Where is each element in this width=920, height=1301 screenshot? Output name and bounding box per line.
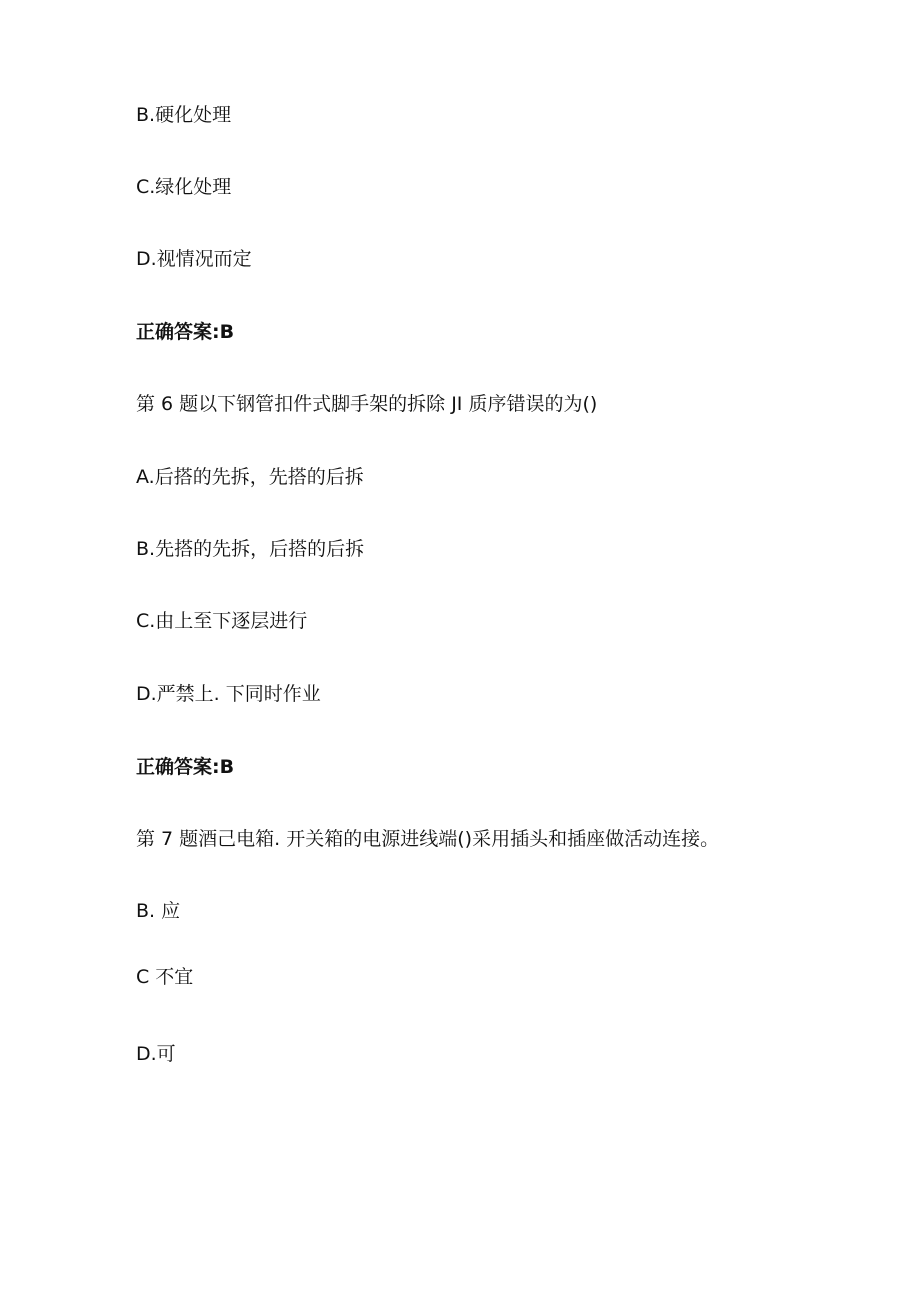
q6-question: 第 6 题以下钢管扣件式脚手架的拆除 JI 质序错误的为() (136, 393, 598, 415)
q5-option-d: D.视情况而定 (136, 248, 252, 270)
q5-option-c: C.绿化处理 (136, 176, 232, 198)
q6-answer (136, 755, 234, 779)
q7-option-b: B. 应 (136, 900, 181, 922)
q5-answer-value: B (219, 321, 235, 343)
q6-option-c: C.由上至下逐层进行 (136, 610, 308, 632)
q7-option-d: D.可 (136, 1043, 176, 1065)
q6-option-a: A.后搭的先拆，先搭的后拆 (136, 466, 364, 488)
q7-option-c: C 不宜 (136, 966, 194, 988)
q5-option-b: B.硬化处理 (136, 104, 232, 126)
q5-answer-label: 正确答案: (136, 321, 220, 343)
q7-question: 第 7 题酒己电箱. 开关箱的电源进线端()采用插头和插座做活动连接。 (136, 828, 720, 850)
q6-option-b: B.先搭的先拆，后搭的后拆 (136, 538, 365, 560)
q5-answer (136, 320, 234, 344)
q6-answer-label: 正确答案: (136, 756, 220, 778)
q6-answer-value: B (219, 756, 235, 778)
q6-option-d: D.严禁上. 下同时作业 (136, 683, 321, 705)
